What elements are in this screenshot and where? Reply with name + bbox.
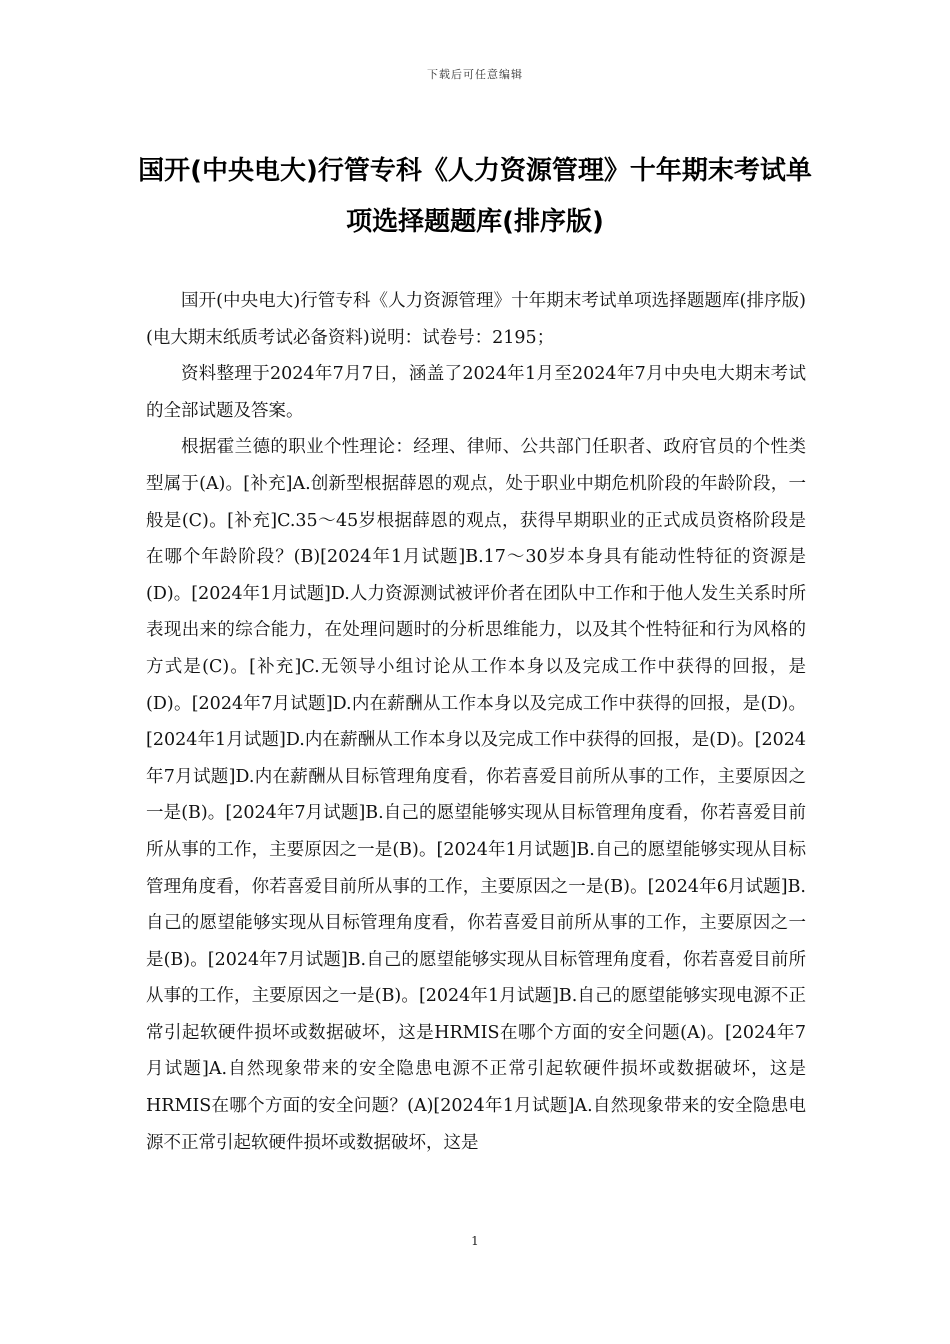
paragraph-questions: 根据霍兰德的职业个性理论：经理、律师、公共部门任职者、政府官员的个性类型属于(A)。[补充]A.创新型根据薛恩的观点，处于职业中期危机阶段的年龄阶段，一般是(C)。[补充]C.35～45岁根据薛恩的观点，获得早期职业的正式成员资格阶段是在哪个年龄阶段？(B)[2024年1月试题]B.17～30岁本身具有能动性特征的资源是(D)。[2024年1月试题]D.人力资源测试被评价者在团队中工作和于他人发生关系时所表现出来的综合能力，在处理问题时的分析思维能力，以及其个性特征和行为风格的方式是(C)。[补充]C.无领导小组讨论从工作本身以及完成工作中获得的回报，是(D)。[2024年7月试题]D.内在薪酬从工作本身以及完成工作中获得的回报，是(D)。[2024年1月试题]D.内在薪酬从工作本身以及完成工作中获得的回报，是(D)。[2024年7月试题]D.内在薪酬从目标管理角度看，你若喜爱目前所从事的工作，主要原因之一是(B)。[2024年7月试题]B.自己的愿望能够实现从目标管理角度看，你若喜爱目前所从事的工作，主要原因之一是(B)。[2024年1月试题]B.自己的愿望能够实现从目标管理角度看，你若喜爱目前所从事的工作，主要原因之一是(B)。[2024年6月试题]B.自己的愿望能够实现从目标管理角度看，你若喜爱目前所从事的工作，主要原因之一是(B)。[2024年7月试题]B.自己的愿望能够实现从目标管理角度看，你若喜爱目前所从事的工作，主要原因之一是(B)。[2024年1月试题]B.自己的愿望能够实现电源不正常引起软硬件损坏或数据破坏，这是HRMIS在哪个方面的安全问题(A)。[2024年7月试题]A.自然现象带来的安全隐患电源不正常引起软硬件损坏或数据破坏，这是HRMIS在哪个方面的安全问题？(A)[2024年1月试题]A.自然现象带来的安全隐患电源不正常引起软硬件损坏或数据破坏，这是 bbox=[146, 437, 806, 1153]
page-number: 1 bbox=[471, 1234, 479, 1248]
document-body bbox=[146, 283, 806, 1161]
document-title: 国开(中央电大)行管专科《人力资源管理》十年期末考试单项选择题题库(排序版) bbox=[138, 156, 812, 237]
header-note: 下载后可任意编辑 bbox=[427, 68, 523, 81]
paragraph-date-info: 资料整理于2024年7月7日，涵盖了2024年1月至2024年7月中央电大期末考试的全部试题及答案。 bbox=[146, 364, 806, 421]
paragraph-intro: 国开(中央电大)行管专科《人力资源管理》十年期末考试单项选择题题库(排序版)(电大期末纸质考试必备资料)说明：试卷号：2195； bbox=[146, 291, 806, 348]
